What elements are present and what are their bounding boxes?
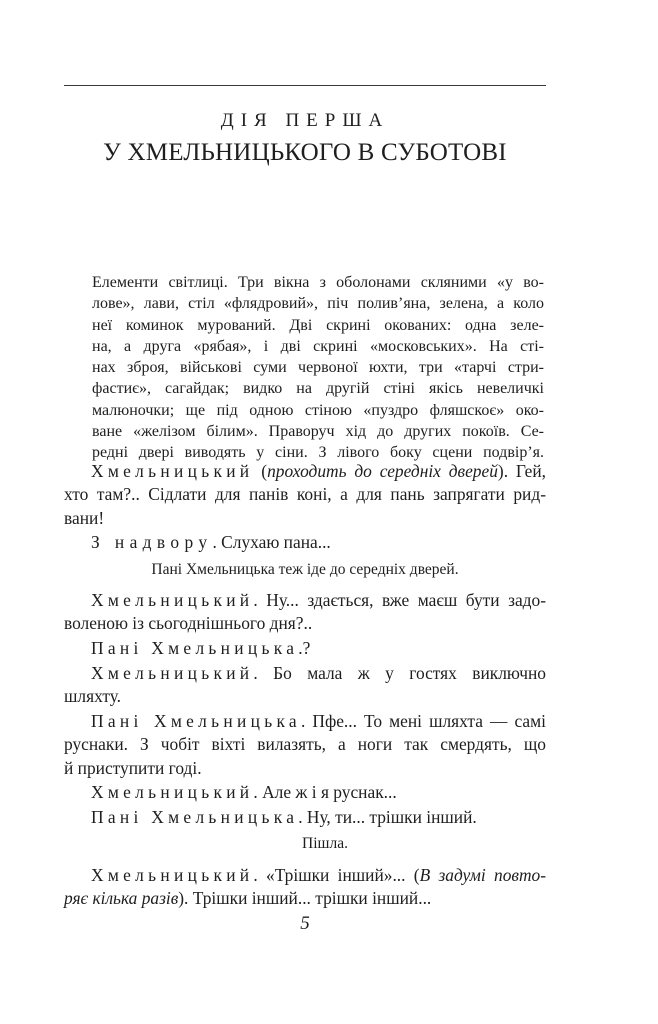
stage-line: фастиє», сагайдак; видко на другій стіні якісь невеличкі: [92, 380, 544, 398]
dialogue-line: Пані Хмельницька. Ну, ти... трішки інший.: [91, 807, 477, 828]
stage-line: на, а друга «рябая», і дві скрині «московських». На сті-: [92, 337, 544, 355]
stage-line: ване «желізом білим». Праворуч хід до других покоїв. Се-: [92, 423, 544, 441]
stage-line: лове», лави, стіл «флядровий», піч полив’яна, зелена, а коло: [92, 295, 544, 313]
stage-direction-inline: В задумі повто-: [419, 864, 546, 885]
speaker-name: Хмельницький: [91, 662, 254, 683]
dialogue-line: Хмельницький (проходить до середніх дверей). Гей, хто там?.. Сідлати для панів коні, а для пань запрягати рид- вани!: [64, 461, 546, 528]
speaker-name: Пані Хмельницька: [91, 638, 299, 659]
stage-direction-inline: ряє кілька разів: [64, 888, 179, 909]
stage-line: малюночки; ще під одною стіною «пуздро фляшскоє» око-: [92, 401, 544, 419]
speaker-name: З надвору: [91, 532, 213, 553]
dialogue-line: Хмельницький. «Трішки інший»... (В задумі повто- ряє кілька разів). Трішки інший... трішки інший...: [64, 864, 546, 909]
page-number: 5: [300, 913, 310, 934]
header-rule: [64, 85, 546, 86]
stage-line: редні двері виводять у сіни. З лівого боку сцени подвір’я.: [92, 444, 544, 462]
speaker-name: Хмельницький: [91, 782, 254, 803]
scene-title: У ХМЕЛЬНИЦЬКОГО В СУБОТОВІ: [103, 139, 507, 166]
stage-description: [92, 272, 544, 464]
dialogue-line: Хмельницький. Бо мала ж у гостях виключно шляхту.: [64, 662, 546, 707]
stage-line: неї коминок мурований. Дві скрині окованих: одна зеле-: [92, 316, 544, 334]
stage-direction: Пішла.: [302, 835, 348, 853]
stage-line: нах зброя, військові суми червоної юхти, три «тарчі стри-: [92, 359, 544, 377]
dialogue-line: Пані Хмельницька.?: [91, 638, 311, 659]
dialogue-line: З надвору. Слухаю пана...: [91, 532, 331, 553]
speaker-name: Хмельницький: [91, 864, 254, 885]
dialogue-line: Хмельницький. Ну... здається, вже маєш бути задо- воленою із сьогоднішнього дня?..: [64, 589, 546, 634]
speaker-name: Пані Хмельницька: [91, 807, 299, 828]
speaker-name: Хмельницький: [91, 589, 254, 610]
dialogue-line: Пані Хмельницька. Пфе... То мені шляхта — самі руснаки. З чобіт віхті вилазять, а ноги так смердять, що й приступити годі.: [64, 710, 546, 778]
stage-direction: Пані Хмельницька теж іде до середніх дверей.: [151, 560, 459, 578]
speaker-name: Пані Хмельницька: [91, 710, 301, 731]
speaker-name: Хмельницький: [91, 461, 254, 481]
dialogue: [64, 460, 546, 912]
stage-line: Елементи світлиці. Три вікна з оболонами скляними «у во-: [92, 274, 544, 291]
stage-direction-inline: проходить до середніх дверей: [267, 461, 498, 481]
act-title: ДІЯ ПЕРША: [220, 110, 390, 131]
dialogue-line: Хмельницький. Але ж і я руснак...: [91, 782, 397, 803]
